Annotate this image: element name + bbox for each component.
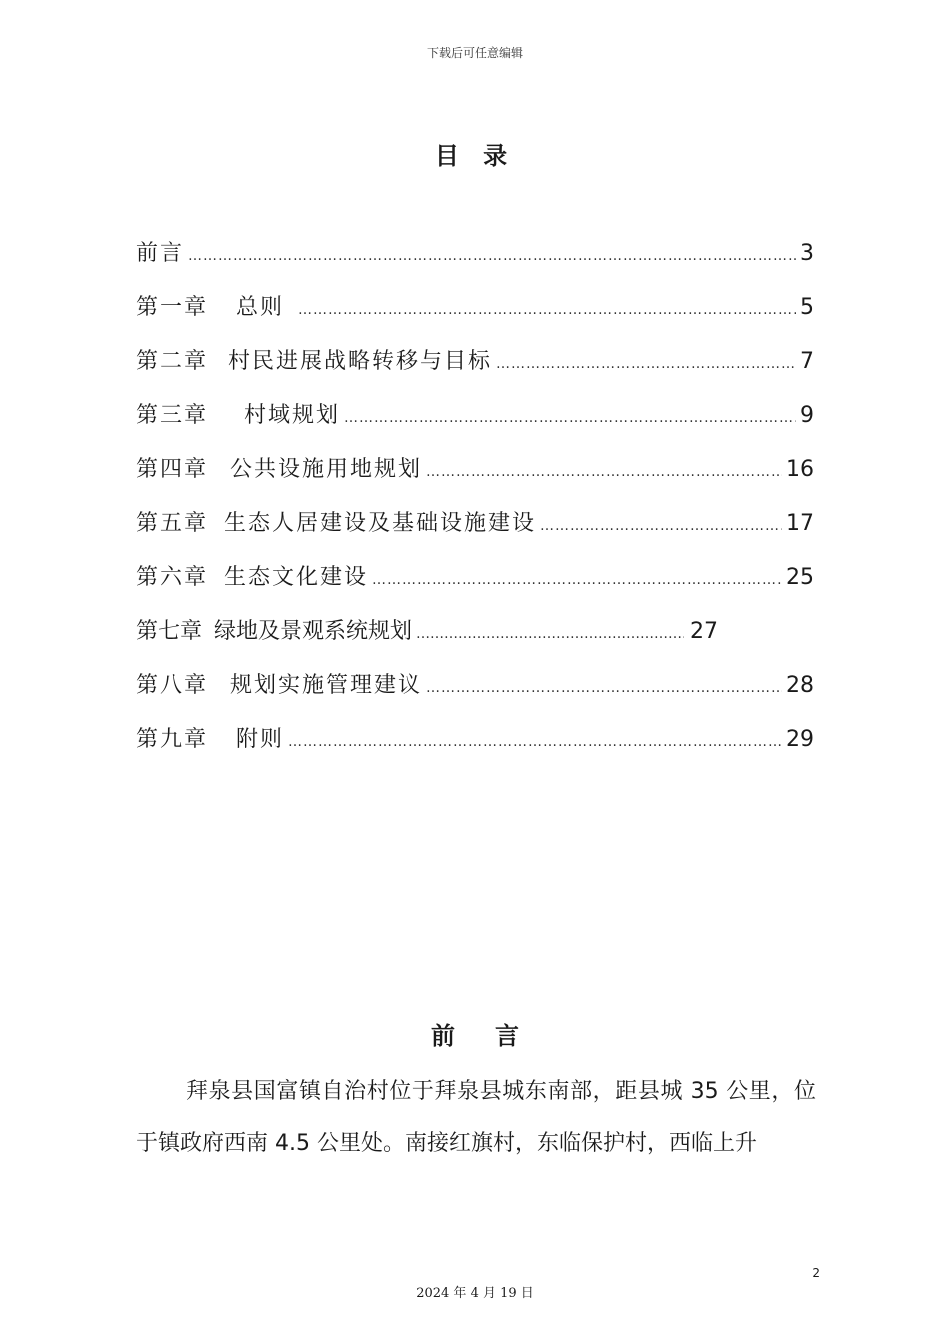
toc-label: 绿地及景观系统规划 bbox=[214, 619, 413, 644]
toc-leader-dots bbox=[372, 572, 782, 588]
toc-chapter: 第三章 bbox=[136, 403, 209, 428]
section-title: 前言 bbox=[431, 1022, 559, 1050]
toc-leader-dots bbox=[416, 626, 684, 642]
toc-leader-dots bbox=[188, 248, 796, 264]
toc-entry[interactable] bbox=[136, 722, 814, 776]
toc-page-number: 7 bbox=[800, 349, 814, 374]
toc-page-number: 27 bbox=[690, 619, 719, 644]
toc-page-number: 3 bbox=[800, 241, 814, 266]
toc-label: 生态人居建设及基础设施建设 bbox=[224, 511, 537, 536]
toc-label: 生态文化建设 bbox=[224, 565, 369, 590]
page-number: 2 bbox=[812, 1266, 820, 1280]
toc-chapter: 第一章 bbox=[136, 295, 209, 320]
section-paragraph: 拜泉县国富镇自治村位于拜泉县城东南部，距县城 35 公里，位于镇政府西南 4.5 公里处。南接红旗村，东临保护村，西临上升 bbox=[136, 1079, 816, 1156]
toc-entry[interactable] bbox=[136, 290, 814, 344]
toc-chapter: 第七章 bbox=[136, 619, 203, 644]
toc-chapter: 第四章 bbox=[136, 457, 209, 482]
toc-entry[interactable] bbox=[136, 236, 814, 290]
toc-leader-dots bbox=[540, 518, 782, 534]
header-note: 下载后可任意编辑 bbox=[426, 46, 523, 60]
toc-chapter: 第八章 bbox=[136, 673, 209, 698]
toc-entry[interactable] bbox=[136, 668, 814, 722]
toc-page-number: 16 bbox=[786, 457, 814, 482]
toc-label: 总则 bbox=[236, 295, 285, 320]
toc-label: 村民进展战略转移与目标 bbox=[228, 349, 493, 374]
toc-entry[interactable] bbox=[136, 398, 814, 452]
table-of-contents bbox=[136, 236, 814, 776]
toc-leader-dots bbox=[426, 464, 782, 480]
toc-page-number: 28 bbox=[786, 673, 814, 698]
toc-chapter: 第五章 bbox=[136, 511, 209, 536]
toc-page-number: 5 bbox=[800, 295, 814, 320]
toc-page-number: 29 bbox=[786, 727, 814, 752]
toc-leader-dots bbox=[288, 734, 782, 750]
toc-page-number: 25 bbox=[786, 565, 814, 590]
toc-entry[interactable] bbox=[136, 506, 814, 560]
toc-chapter: 前言 bbox=[136, 241, 185, 266]
toc-label: 附则 bbox=[236, 727, 285, 752]
footer-date: 2024 年 4 月 19 日 bbox=[416, 1286, 534, 1301]
toc-leader-dots bbox=[496, 356, 796, 372]
toc-leader-dots bbox=[344, 410, 796, 426]
toc-leader-dots bbox=[298, 302, 796, 318]
toc-entry[interactable] bbox=[136, 452, 814, 506]
toc-entry[interactable] bbox=[136, 344, 814, 398]
toc-entry[interactable] bbox=[136, 560, 814, 614]
toc-label: 村域规划 bbox=[244, 403, 341, 428]
toc-chapter: 第六章 bbox=[136, 565, 209, 590]
toc-chapter: 第九章 bbox=[136, 727, 209, 752]
toc-label: 规划实施管理建议 bbox=[230, 673, 423, 698]
toc-title: 目 录 bbox=[434, 142, 516, 170]
toc-page-number: 9 bbox=[800, 403, 814, 428]
toc-chapter: 第二章 bbox=[136, 349, 209, 374]
toc-page-number: 17 bbox=[786, 511, 814, 536]
toc-label: 公共设施用地规划 bbox=[230, 457, 423, 482]
toc-entry[interactable] bbox=[136, 614, 814, 668]
toc-leader-dots bbox=[426, 680, 782, 696]
